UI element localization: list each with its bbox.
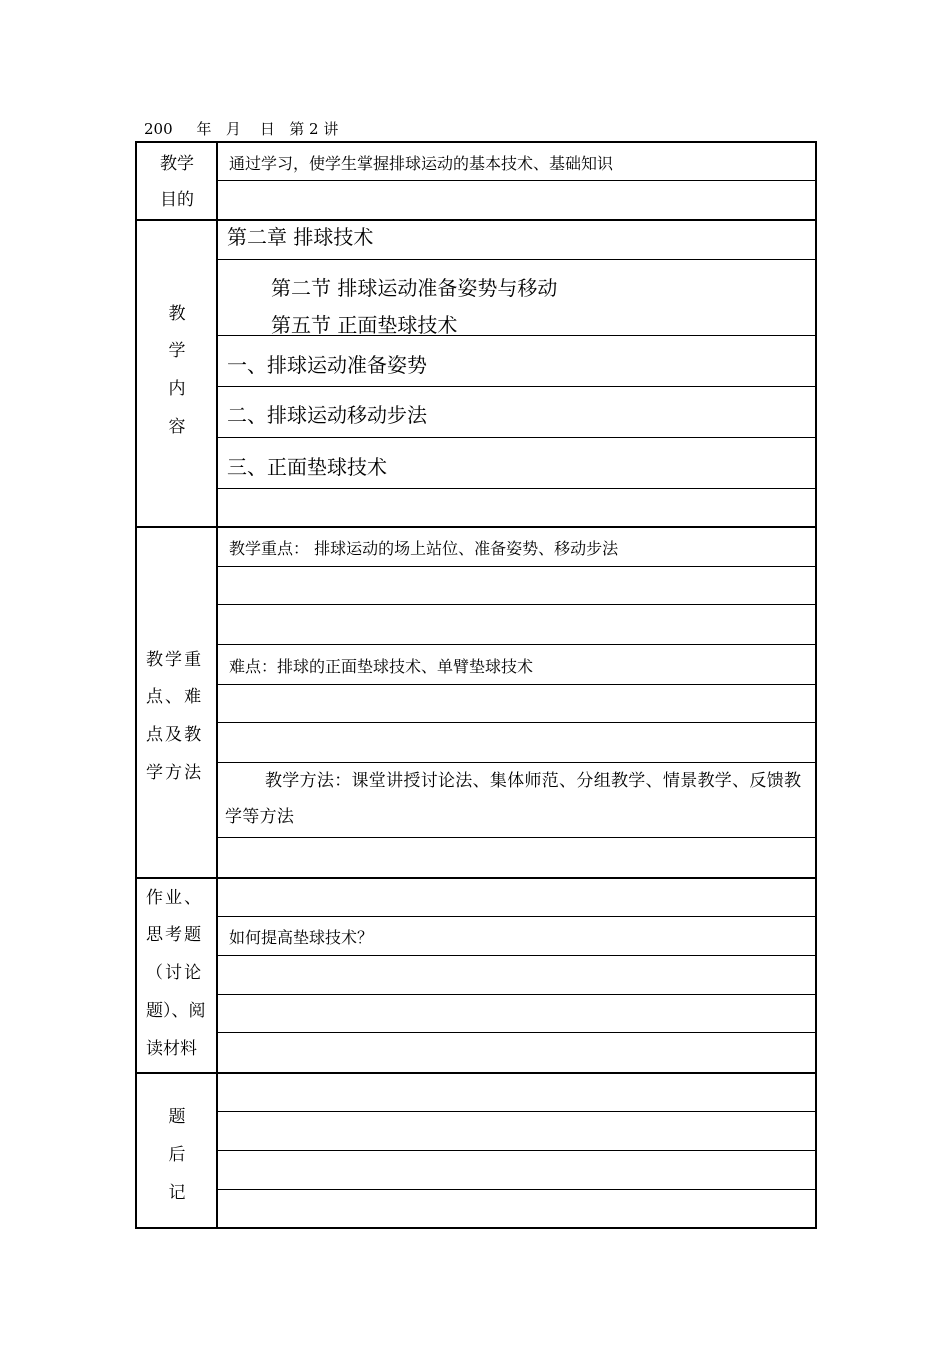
row-divider (217, 1150, 815, 1151)
header-lecture: 第 2 讲 (289, 120, 339, 138)
section-5-title: 第五节 正面垫球技术 (271, 313, 458, 337)
postscript-label-char-3: 记 (168, 1183, 186, 1203)
content-item-2: 二、排球运动移动步法 (227, 403, 427, 427)
row-divider (217, 916, 815, 917)
header-year-unit: 年 (196, 120, 212, 138)
row-divider (217, 1111, 815, 1112)
homework-label-line2: 思考题 (146, 925, 204, 945)
header-month-unit: 月 (225, 120, 241, 138)
row-divider (217, 994, 815, 995)
homework-question: 如何提高垫球技术？ (229, 928, 374, 947)
homework-label-line5: 读材料 (146, 1039, 197, 1059)
lesson-plan-table (135, 141, 817, 1229)
objective-label-line1: 教学 (160, 154, 194, 174)
header-day-unit: 日 (259, 120, 275, 138)
teaching-methods: 教学方法：课堂讲授讨论法、集体师范、分组教学、情景教学、反馈教学等方法 (225, 771, 802, 827)
section-divider (137, 1072, 815, 1074)
row-divider (217, 604, 815, 605)
content-label-char-2: 学 (168, 341, 186, 361)
objective-label-line2: 目的 (160, 190, 194, 210)
row-divider (217, 1189, 815, 1190)
row-divider (217, 386, 815, 387)
row-divider (217, 684, 815, 685)
header-year: 200 (144, 120, 173, 138)
homework-label-line1: 作业、 (146, 888, 204, 908)
teaching-focus: 教学重点： 排球运动的场上站位、准备姿势、移动步法 (229, 539, 619, 558)
section-divider (137, 877, 815, 879)
teaching-difficulty: 难点：排球的正面垫球技术、单臂垫球技术 (229, 657, 534, 676)
page-header (144, 118, 338, 139)
row-divider (217, 259, 815, 260)
row-divider (217, 335, 815, 336)
keypoints-label-line4: 学方法 (146, 763, 204, 783)
content-label-char-3: 内 (168, 379, 186, 399)
keypoints-label-line3: 点及教 (146, 725, 204, 745)
row-divider (217, 1032, 815, 1033)
row-divider (217, 488, 815, 489)
row-divider (217, 722, 815, 723)
postscript-label-char-2: 后 (168, 1145, 186, 1165)
homework-label-line4: 题）、阅 (146, 1001, 206, 1021)
row-divider (217, 837, 815, 838)
row-divider (217, 955, 815, 956)
homework-label-line3: （讨论 (146, 963, 204, 983)
row-divider (217, 437, 815, 438)
postscript-label-char-1: 题 (168, 1107, 186, 1127)
chapter-title: 第二章 排球技术 (227, 225, 374, 249)
section-divider (137, 526, 815, 528)
row-divider (217, 180, 815, 181)
content-item-3: 三、正面垫球技术 (227, 455, 387, 479)
keypoints-label-line2: 点、难 (146, 687, 204, 707)
content-label-char-4: 容 (168, 417, 186, 437)
keypoints-label-line1: 教学重 (146, 650, 204, 670)
content-item-1: 一、排球运动准备姿势 (227, 353, 427, 377)
row-divider (217, 644, 815, 645)
row-divider (217, 566, 815, 567)
content-label-char-1: 教 (168, 304, 186, 324)
objective-text: 通过学习，使学生掌握排球运动的基本技术、基础知识 (229, 154, 614, 173)
section-2-title: 第二节 排球运动准备姿势与移动 (271, 276, 558, 300)
